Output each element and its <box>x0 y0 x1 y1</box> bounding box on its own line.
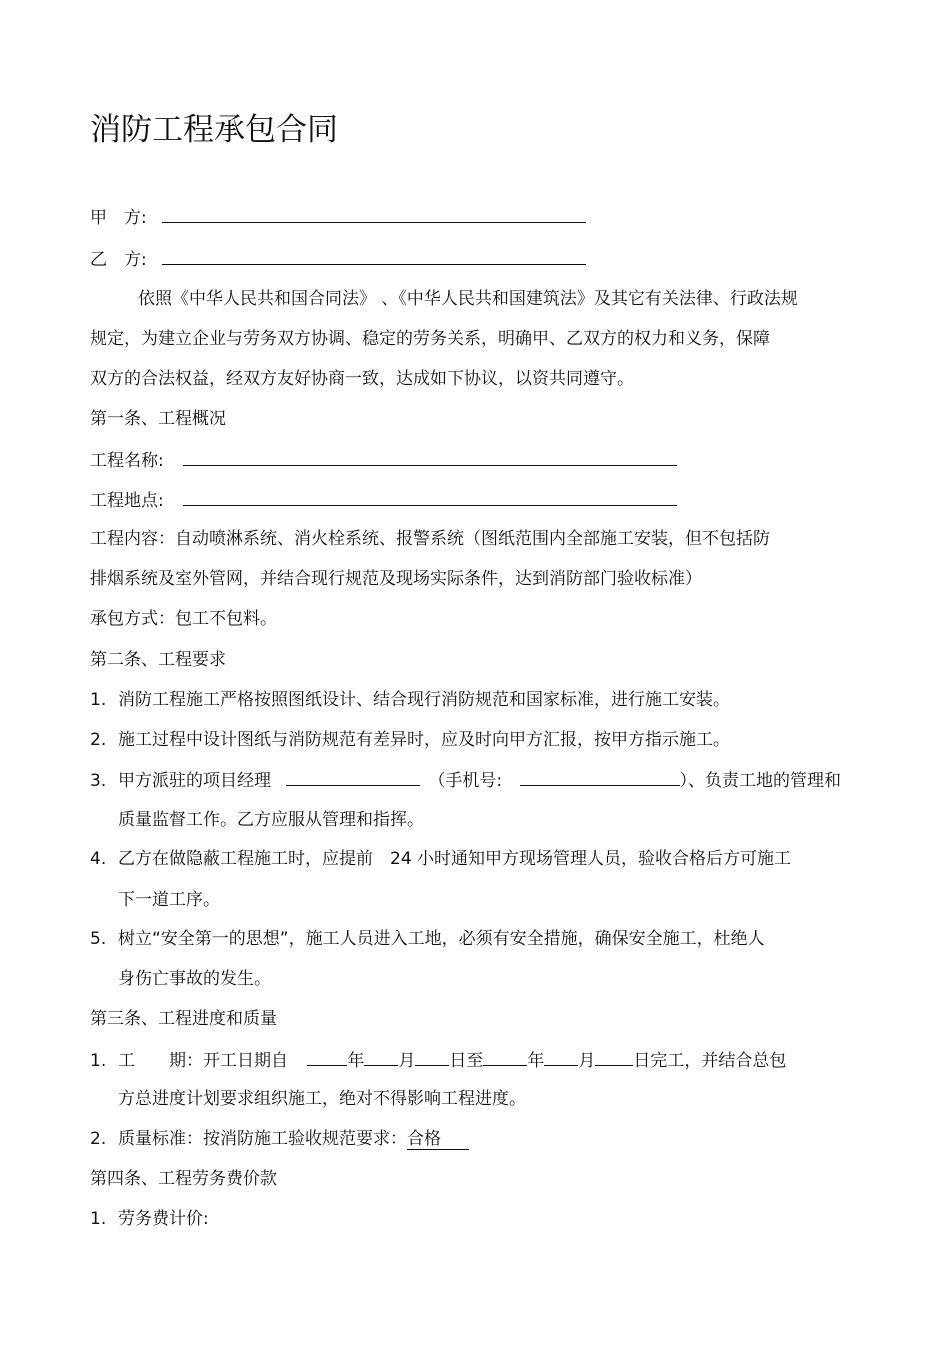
preamble-line-1: 依照《中华人民共和国合同法》 、《中华人民共和国建筑法》及其它有关法律、行政法规 <box>138 289 798 309</box>
item-text: 乙方在做隐蔽工程施工时，应提前 24 小时通知甲方现场管理人员，验收合格后方可施工 <box>118 849 792 869</box>
preamble-line-3: 双方的合法权益，经双方友好协商一致，达成如下协议，以资共同遵守。 <box>90 369 634 389</box>
month-label: 月 <box>398 1051 416 1071</box>
item-text: ）、负责工地的管理和 <box>679 771 842 791</box>
end-month-blank[interactable] <box>544 1047 578 1066</box>
manager-name-blank[interactable] <box>286 767 420 786</box>
project-location-blank[interactable] <box>183 487 677 506</box>
party-b-blank[interactable] <box>162 246 586 265</box>
end-day-blank[interactable] <box>595 1047 633 1066</box>
art2-item-3 <box>90 767 841 793</box>
item-number: 4. <box>90 849 107 869</box>
party-a-label: 甲 方: <box>90 208 147 228</box>
item-number: 2. <box>90 1129 107 1149</box>
item-text: 甲方派驻的项目经理 <box>118 771 271 791</box>
phone-label: （手机号: <box>428 771 503 791</box>
art2-item-5 <box>90 927 765 951</box>
party-b-label: 乙 方: <box>90 250 147 270</box>
item-number: 1. <box>90 690 107 710</box>
project-location-label: 工程地点: <box>90 491 164 511</box>
day-to-label: 日完工，并结合总包 <box>633 1051 787 1071</box>
art4-item-1 <box>90 1207 209 1231</box>
art2-item-3-line-2: 质量监督工作。乙方应服从管理和指挥。 <box>118 810 424 830</box>
item-number: 5. <box>90 929 107 949</box>
art2-item-2 <box>90 728 730 752</box>
article-1-heading: 第一条、工程概况 <box>90 409 226 429</box>
project-content-line-2: 排烟系统及室外管网，并结合现行规范及现场实际条件，达到消防部门验收标准） <box>90 569 702 589</box>
item-number: 1. <box>90 1051 107 1071</box>
party-a-blank[interactable] <box>162 204 586 223</box>
party-a-line <box>90 204 586 230</box>
quality-value[interactable]: 合格 <box>407 1129 469 1150</box>
project-name-blank[interactable] <box>183 447 677 466</box>
item-number: 2. <box>90 730 107 750</box>
manager-phone-blank[interactable] <box>520 767 680 786</box>
item-number: 1. <box>90 1209 107 1229</box>
year-label: 年 <box>527 1051 545 1071</box>
article-3-heading: 第三条、工程进度和质量 <box>90 1009 277 1029</box>
start-month-blank[interactable] <box>364 1047 398 1066</box>
art2-item-5-line-2: 身伤亡事故的发生。 <box>118 969 271 989</box>
item-text: 质量标准：按消防施工验收规范要求： <box>118 1129 407 1149</box>
day-from-label: 日至 <box>449 1051 484 1071</box>
month-label: 月 <box>578 1051 596 1071</box>
item-text: 施工过程中设计图纸与消防规范有差异时，应及时向甲方汇报，按甲方指示施工。 <box>118 730 730 750</box>
article-2-heading: 第二条、工程要求 <box>90 650 226 670</box>
start-day-blank[interactable] <box>415 1047 449 1066</box>
year-label: 年 <box>347 1051 365 1071</box>
art3-item-2 <box>90 1127 469 1151</box>
item-number: 3. <box>90 771 107 791</box>
item-text: 工 期：开工日期自 <box>118 1051 288 1071</box>
item-text: 树立“安全第一的思想”，施工人员进入工地，必须有安全措施，确保安全施工，杜绝人 <box>118 929 765 949</box>
project-location-line <box>90 487 677 513</box>
contract-title: 消防工程承包合同 <box>90 112 338 148</box>
preamble-line-2: 规定，为建立企业与劳务双方协调、稳定的劳务关系，明确甲、乙双方的权力和义务，保障 <box>90 329 770 349</box>
project-name-line <box>90 447 677 473</box>
item-text: 消防工程施工严格按照图纸设计、结合现行消防规范和国家标准，进行施工安装。 <box>118 690 730 710</box>
article-4-heading: 第四条、工程劳务费价款 <box>90 1169 277 1189</box>
art2-item-4 <box>90 847 791 871</box>
project-name-label: 工程名称: <box>90 451 164 471</box>
party-b-line <box>90 246 586 272</box>
project-content-line-1: 工程内容：自动喷淋系统、消火栓系统、报警系统（图纸范围内全部施工安装，但不包括防 <box>90 529 770 549</box>
art3-item-1 <box>90 1047 786 1073</box>
art2-item-1 <box>90 688 730 712</box>
art2-item-4-line-2: 下一道工序。 <box>118 890 220 910</box>
item-text: 劳务费计价: <box>118 1209 209 1229</box>
art3-item-1-line-2: 方总进度计划要求组织施工，绝对不得影响工程进度。 <box>118 1089 526 1109</box>
end-year-blank[interactable] <box>483 1047 527 1066</box>
contract-method: 承包方式：包工不包料。 <box>90 609 277 629</box>
start-year-blank[interactable] <box>307 1047 347 1066</box>
